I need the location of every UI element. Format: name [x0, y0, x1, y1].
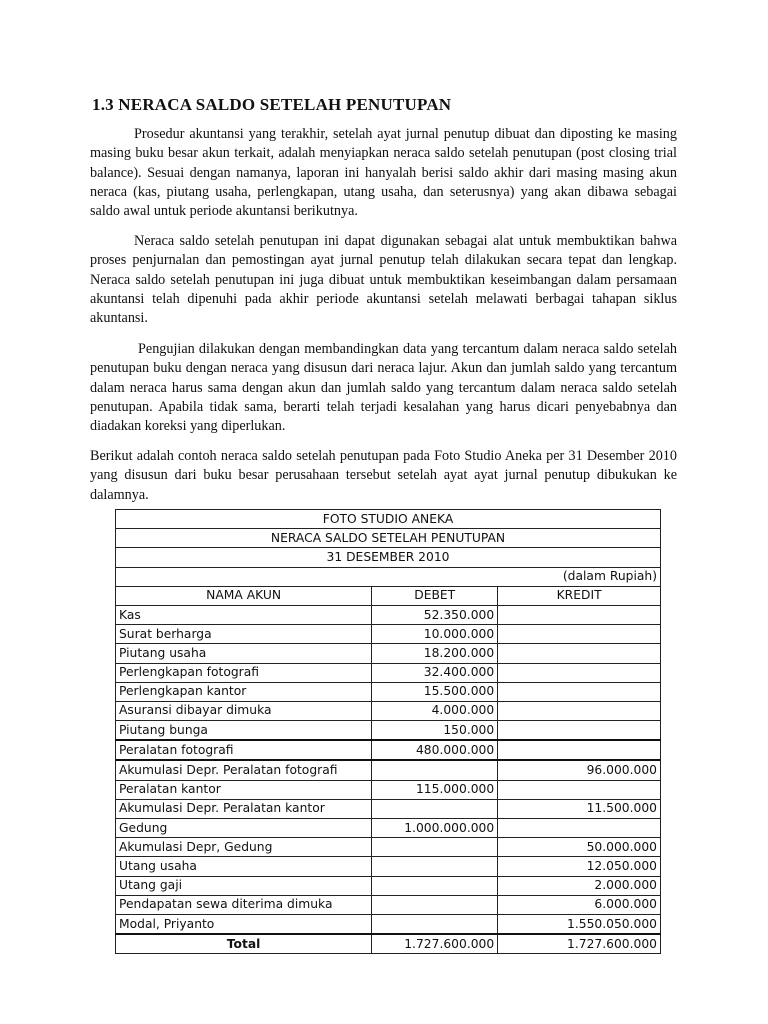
table-row	[116, 838, 661, 857]
account-name: Kas	[116, 605, 372, 624]
table-row	[116, 701, 661, 720]
debit-value	[372, 760, 498, 780]
table-row	[116, 799, 661, 818]
credit-value: 12.050.000	[498, 857, 661, 876]
account-name: Pendapatan sewa diterima dimuka	[116, 895, 372, 914]
account-name: Peralatan kantor	[116, 780, 372, 799]
account-name: Piutang bunga	[116, 721, 372, 741]
debit-value: 10.000.000	[372, 625, 498, 644]
section-heading: 1.3 NERACA SALDO SETELAH PENUTUPAN	[92, 95, 452, 114]
table-title-row	[116, 567, 661, 586]
debit-value	[372, 799, 498, 818]
account-name: Perlengkapan kantor	[116, 682, 372, 701]
debit-value: 480.000.000	[372, 740, 498, 760]
debit-value: 1.000.000.000	[372, 819, 498, 838]
account-name: Asuransi dibayar dimuka	[116, 701, 372, 720]
debit-value	[372, 895, 498, 914]
debit-value: 15.500.000	[372, 682, 498, 701]
account-name: Perlengkapan fotografi	[116, 663, 372, 682]
total-label: Total	[116, 934, 372, 954]
table-row	[116, 644, 661, 663]
table-row	[116, 663, 661, 682]
table-row	[116, 682, 661, 701]
table-row	[116, 876, 661, 895]
credit-value: 11.500.000	[498, 799, 661, 818]
account-name: Modal, Priyanto	[116, 914, 372, 934]
total-debit: 1.727.600.000	[372, 934, 498, 954]
paragraph-4: Berikut adalah contoh neraca saldo setelah penutupan pada Foto Studio Aneka per 31 Desember 2010 yang disusun dari buku besar perusahaan tersebut setelah ayat ayat jurnal penutup dibukukan ke dalamnya.	[90, 448, 677, 503]
header-credit: KREDIT	[498, 586, 661, 605]
credit-value	[498, 780, 661, 799]
table-title-row	[116, 510, 661, 529]
trial-balance-table	[115, 509, 661, 954]
account-name: Surat berharga	[116, 625, 372, 644]
report-date: 31 DESEMBER 2010	[116, 548, 661, 567]
debit-value	[372, 914, 498, 934]
credit-value	[498, 682, 661, 701]
table-row	[116, 721, 661, 741]
table-header-row	[116, 586, 661, 605]
table-row	[116, 740, 661, 760]
debit-value: 4.000.000	[372, 701, 498, 720]
credit-value	[498, 625, 661, 644]
table-title-row	[116, 548, 661, 567]
header-account: NAMA AKUN	[116, 586, 372, 605]
account-name: Gedung	[116, 819, 372, 838]
report-title: NERACA SALDO SETELAH PENUTUPAN	[116, 529, 661, 548]
account-name: Akumulasi Depr. Peralatan kantor	[116, 799, 372, 818]
credit-value: 96.000.000	[498, 760, 661, 780]
header-debit: DEBET	[372, 586, 498, 605]
table-row	[116, 605, 661, 624]
company-name: FOTO STUDIO ANEKA	[116, 510, 661, 529]
credit-value	[498, 644, 661, 663]
paragraph-3: Pengujian dilakukan dengan membandingkan data yang tercantum dalam neraca saldo setelah penutupan buku dengan neraca yang disusun dari neraca lajur. Akun dan jumlah saldo yang tercantum dalam neraca harus sama dengan akun dan jumlah saldo yang tercantum dalam neraca saldo setelah penutupan. Apabila tidak sama, berarti telah terjadi kesalahan yang harus dicari penyebabnya dan diadakan koreksi yang diperlukan.	[90, 341, 677, 435]
credit-value	[498, 721, 661, 741]
debit-value	[372, 857, 498, 876]
paragraph-1: Prosedur akuntansi yang terakhir, setelah ayat jurnal penutup dibuat dan diposting ke masing masing buku besar akun terkait, adalah menyiapkan neraca saldo setelah penutupan (post closing trial balance). Sesuai dengan namanya, laporan ini hanyalah berisi saldo akhir dari masing masing akun neraca (kas, piutang usaha, perlengkapan, utang usaha, dan seterusnya) yang akan dibawa sebagai saldo awal untuk periode akuntansi berikutnya.	[90, 126, 677, 220]
debit-value	[372, 838, 498, 857]
paragraph-2: Neraca saldo setelah penutupan ini dapat digunakan sebagai alat untuk membuktikan bahwa proses penjurnalan dan pemostingan ayat jurnal penutup telah dilakukan secara tepat dan lengkap. Neraca saldo setelah penutupan ini juga dibuat untuk membuktikan keseimbangan dalam persamaan akuntansi telah dipenuhi pada akhir periode akuntansi setelah melawati berbagai tahapan siklus akuntansi.	[90, 233, 677, 327]
credit-value: 6.000.000	[498, 895, 661, 914]
table-row	[116, 780, 661, 799]
total-credit: 1.727.600.000	[498, 934, 661, 954]
table-row	[116, 760, 661, 780]
account-name: Peralatan fotografi	[116, 740, 372, 760]
account-name: Utang usaha	[116, 857, 372, 876]
account-name: Utang gaji	[116, 876, 372, 895]
currency-unit: (dalam Rupiah)	[116, 567, 661, 586]
table-title-row	[116, 529, 661, 548]
credit-value	[498, 663, 661, 682]
credit-value: 2.000.000	[498, 876, 661, 895]
table-row	[116, 895, 661, 914]
table-row	[116, 625, 661, 644]
debit-value	[372, 876, 498, 895]
account-name: Akumulasi Depr, Gedung	[116, 838, 372, 857]
debit-value: 18.200.000	[372, 644, 498, 663]
account-name: Piutang usaha	[116, 644, 372, 663]
account-name: Akumulasi Depr. Peralatan fotografi	[116, 760, 372, 780]
credit-value	[498, 740, 661, 760]
credit-value: 1.550.050.000	[498, 914, 661, 934]
debit-value: 32.400.000	[372, 663, 498, 682]
table-row	[116, 914, 661, 934]
debit-value: 115.000.000	[372, 780, 498, 799]
table-row	[116, 819, 661, 838]
debit-value: 52.350.000	[372, 605, 498, 624]
debit-value: 150.000	[372, 721, 498, 741]
credit-value	[498, 701, 661, 720]
credit-value	[498, 605, 661, 624]
credit-value: 50.000.000	[498, 838, 661, 857]
credit-value	[498, 819, 661, 838]
table-row	[116, 857, 661, 876]
table-total-row	[116, 934, 661, 954]
